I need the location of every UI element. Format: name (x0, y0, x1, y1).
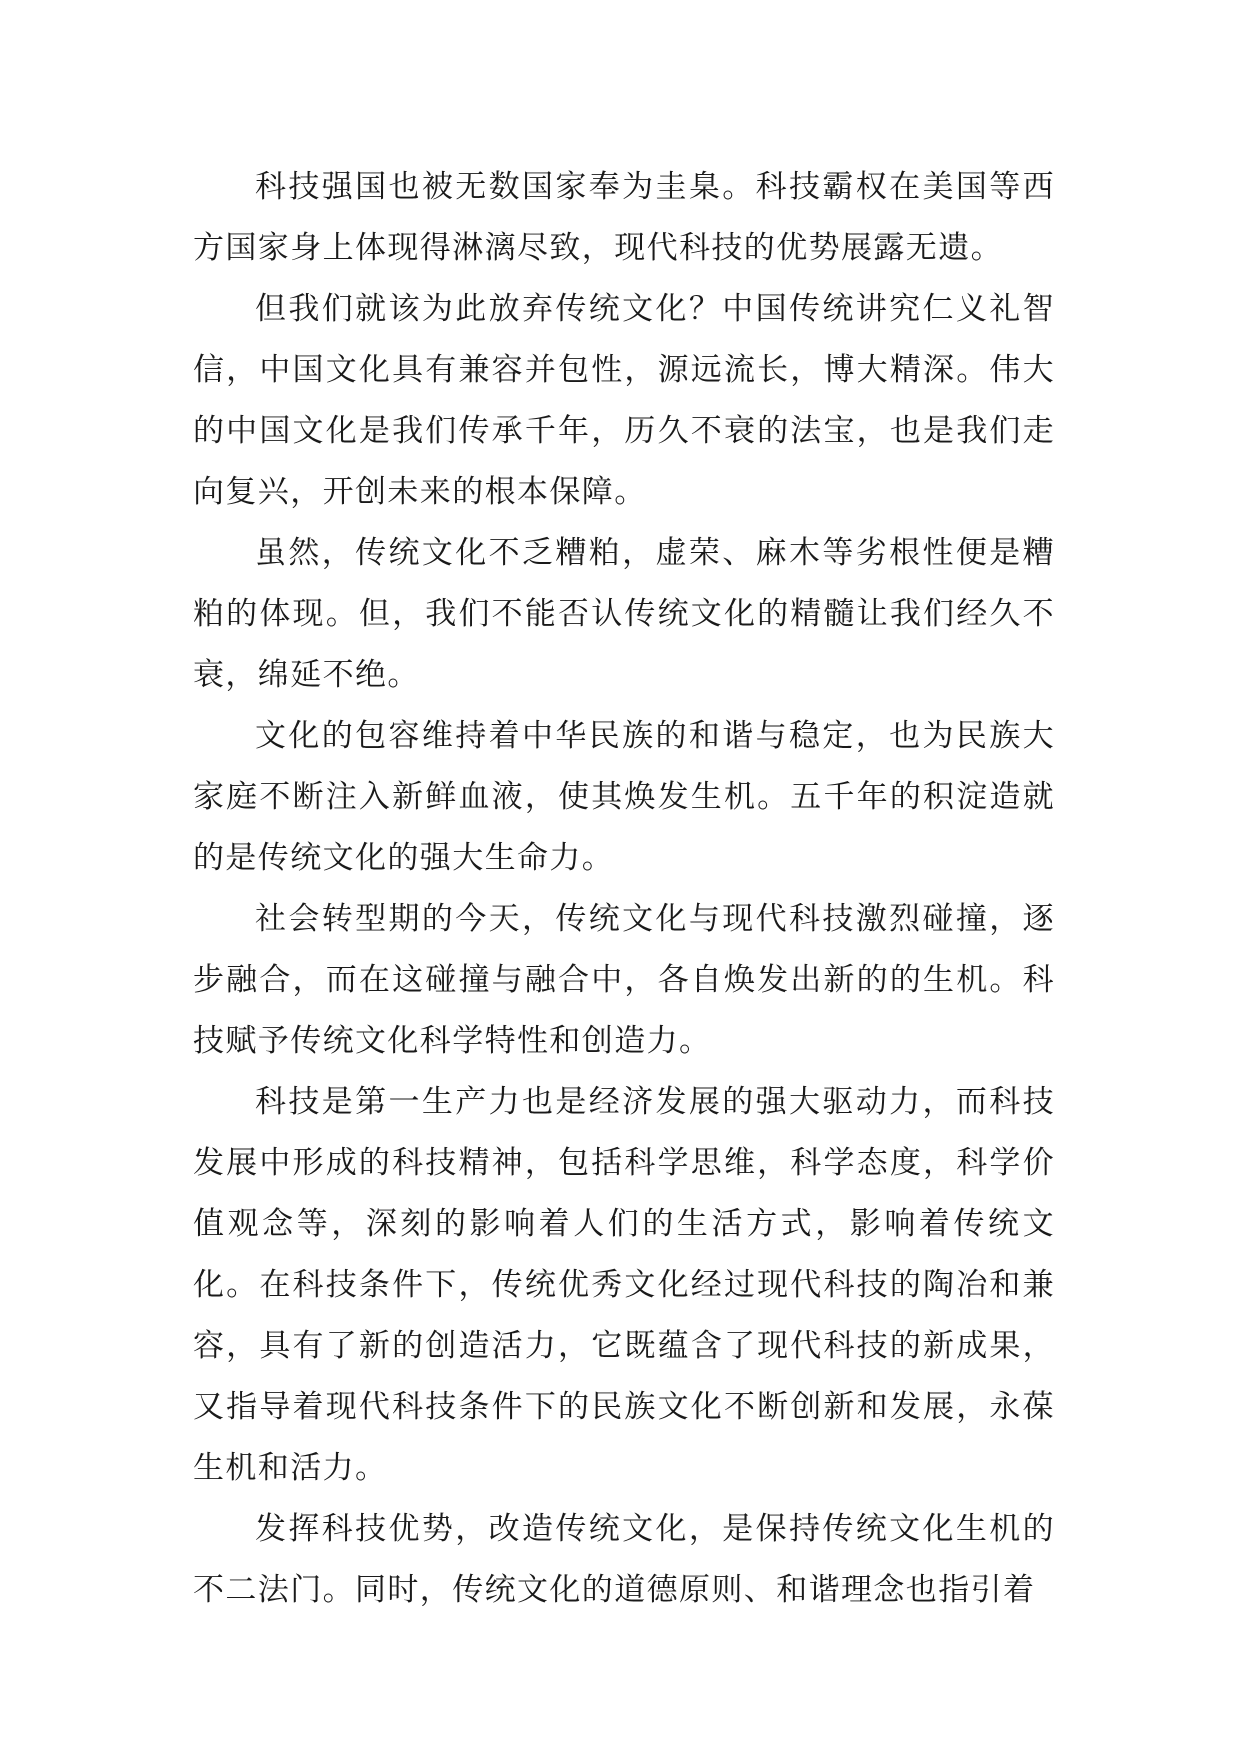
paragraph-1: 科技强国也被无数国家奉为圭臬。科技霸权在美国等西方国家身上体现得淋漓尽致，现代科技的优势展露无遗。 (193, 169, 1055, 266)
paragraph-2: 但我们就该为此放弃传统文化？中国传统讲究仁义礼智信，中国文化具有兼容并包性，源远流长，博大精深。伟大的中国文化是我们传承千年，历久不衰的法宝，也是我们走向复兴，开创未来的根本保障。 (193, 291, 1055, 510)
paragraph-4: 文化的包容维持着中华民族的和谐与稳定，也为民族大家庭不断注入新鲜血液，使其焕发生机。五千年的积淀造就的是传统文化的强大生命力。 (193, 718, 1055, 876)
paragraph-6: 科技是第一生产力也是经济发展的强大驱动力，而科技发展中形成的科技精神，包括科学思维，科学态度，科学价值观念等，深刻的影响着人们的生活方式，影响着传统文化。在科技条件下，传统优秀文化经过现代科技的陶冶和兼容，具有了新的创造活力，它既蕴含了现代科技的新成果，又指导着现代科技条件下的民族文化不断创新和发展，永葆生机和活力。 (193, 1084, 1055, 1486)
paragraph-3: 虽然，传统文化不乏糟粕，虚荣、麻木等劣根性便是糟粕的体现。但，我们不能否认传统文化的精髓让我们经久不衰，绵延不绝。 (193, 535, 1055, 693)
paragraph-5: 社会转型期的今天，传统文化与现代科技激烈碰撞，逐步融合，而在这碰撞与融合中，各自焕发出新的的生机。科技赋予传统文化科学特性和创造力。 (193, 901, 1055, 1059)
essay-body (193, 157, 1055, 1621)
paragraph-7: 发挥科技优势，改造传统文化，是保持传统文化生机的不二法门。同时，传统文化的道德原则、和谐理念也指引着 (193, 1511, 1055, 1608)
